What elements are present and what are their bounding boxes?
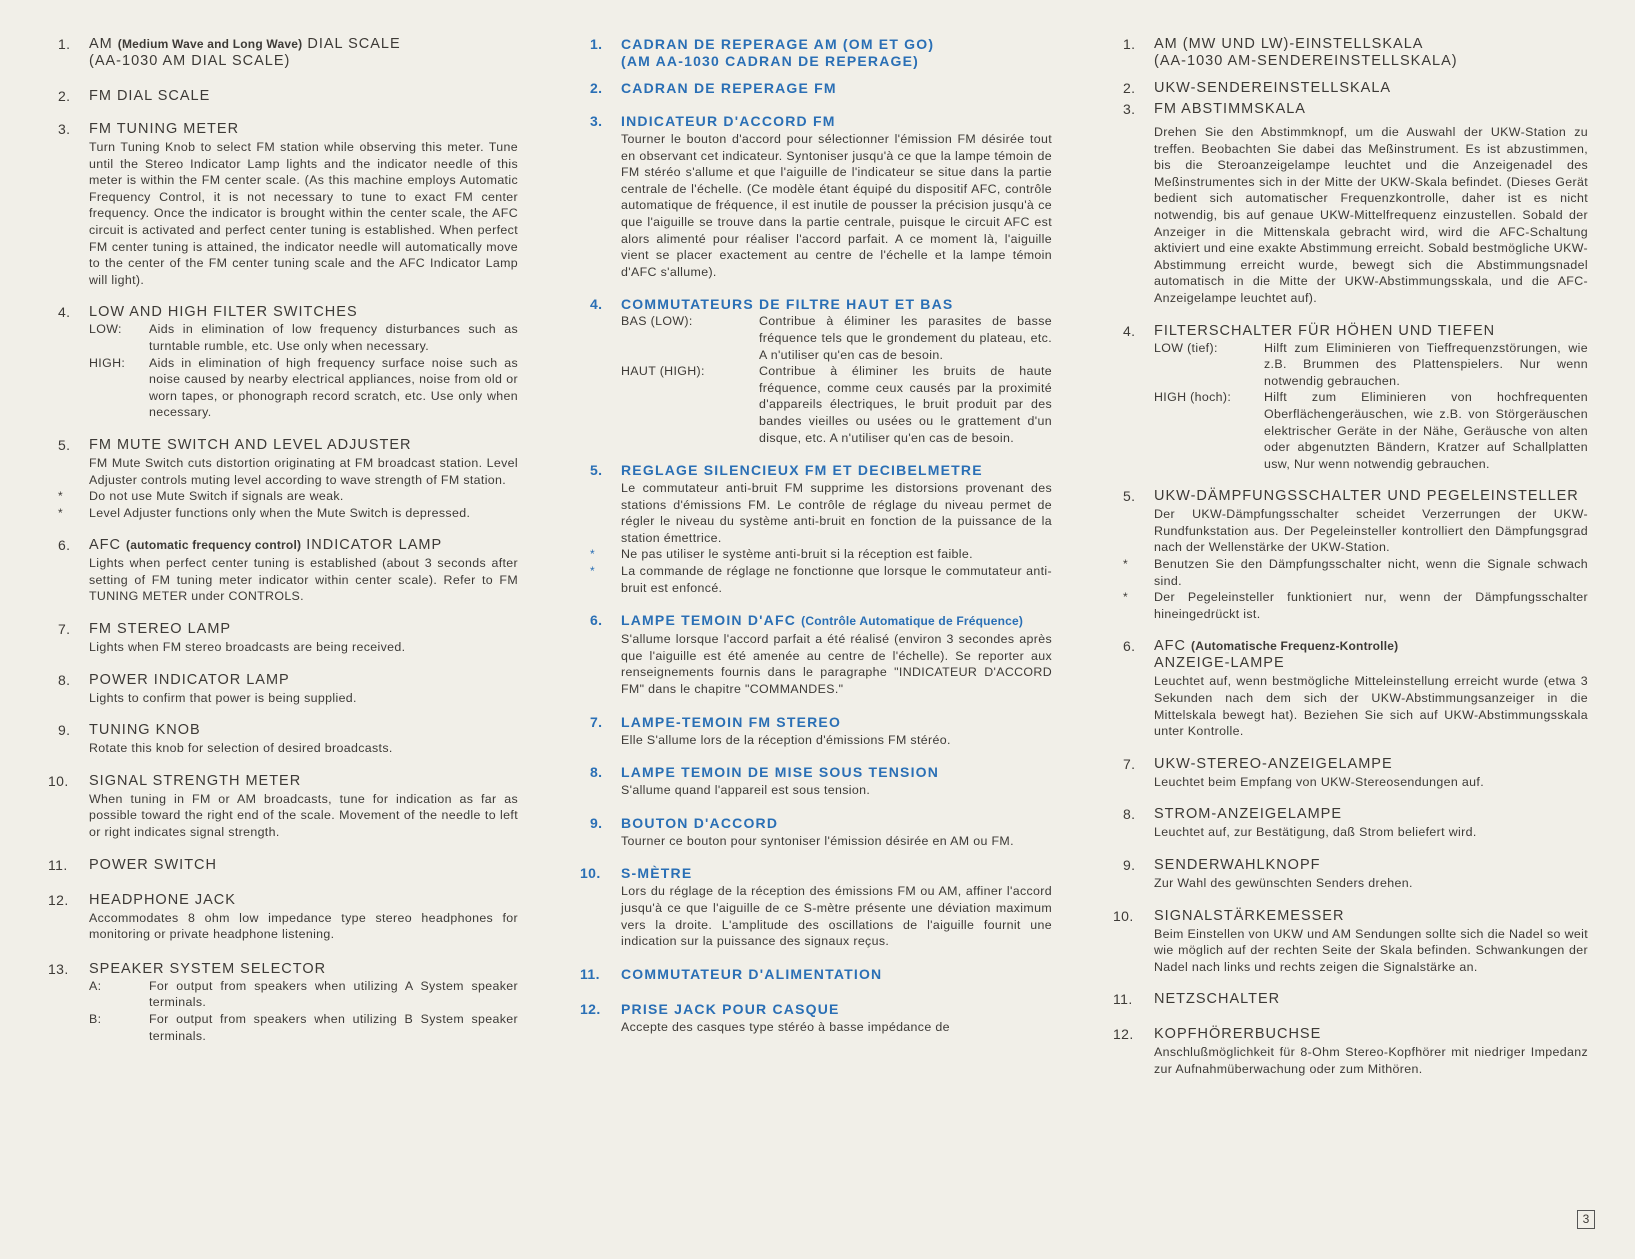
de-section-8: [1123, 806, 1588, 841]
section-body: Lights to confirm that power is being supplied.: [89, 690, 357, 705]
section-title: TUNING KNOB: [89, 722, 201, 739]
section-title: POWER INDICATOR LAMP: [89, 671, 290, 688]
section-title-line2: (AM AA-1030 CADRAN DE REPERAGE): [621, 53, 920, 69]
en-section-1: [58, 36, 518, 70]
de-section-11: [1113, 991, 1588, 1008]
section-title: REGLAGE SILENCIEUX FM ET DECIBELMETRE: [621, 462, 983, 479]
german-column: [1113, 36, 1588, 1078]
section-title: COMMUTATEUR D'ALIMENTATION: [621, 965, 883, 982]
en-section-12: [48, 891, 518, 943]
section-number: 5.: [1123, 488, 1136, 505]
definition-term: B:: [89, 1012, 102, 1026]
section-title: UKW-SENDEREINSTELLSKALA: [1154, 80, 1392, 96]
section-title: KOPFHÖRERBUCHSE: [1154, 1026, 1322, 1043]
section-title: COMMUTATEURS DE FILTRE HAUT ET BAS: [621, 296, 954, 313]
section-number: 12.: [580, 1000, 601, 1017]
en-section-6: [58, 537, 518, 605]
section-number: 1.: [58, 36, 71, 52]
section-title: LAMPE TEMOIN DE MISE SOUS TENSION: [621, 764, 940, 781]
section-number: 5.: [590, 462, 603, 479]
section-body: Tourner le bouton d'accord pour sélectionner l'émission FM désirée tout en observant cet indicateur. Syntoniser jusqu'à ce que la lampe témoin de FM stéréo s'allume et que l'aiguille de l'indicateur se situe dans la partie centrale de l'échelle. (Ce modèle étant équipé du dispositif AFC, contrôle automatique de fréquence, il est inutile de pousser la précision jusqu'à ce que l'aiguille se trouve dans la partie centrale, puisque le circuit AFC est alors alimenté pour réaliser l'accord parfait. A ce moment là, l'aiguille vient se placer exactement au centre de l'échelle et la lampe témoin d'AFC s'allume).: [621, 132, 1052, 279]
section-number: 2.: [1123, 80, 1136, 96]
de-section-9: [1123, 857, 1588, 892]
asterisk-icon: *: [590, 564, 596, 579]
section-body: Zur Wahl des gewünschten Senders drehen.: [1154, 876, 1413, 890]
section-body: Accepte des casques type stéréo à basse impédance de: [621, 1019, 950, 1034]
note-item: * Benutzen Sie den Dämpfungsschalter nicht, wenn die Signale schwach sind.: [1123, 557, 1588, 588]
section-number: 4.: [1123, 322, 1136, 339]
section-title: AFC (automatic frequency control) INDICATOR LAMP: [89, 537, 443, 554]
section-body: S'allume lorsque l'accord parfait a été réalisé (environ 3 secondes après que l'aiguille est été amenée au centre de l'échelle). Se reporter aux renseignements fournis dans le paragraphe "INDICATEUR D'ACCORD FM" dans le chapitre "COMMANDES.": [621, 632, 1052, 697]
section-body: Lors du réglage de la réception des émissions FM ou AM, affiner l'accord jusqu'à ce que l'aiguille de ce S-mètre présente une déviation maximum vers la droite. L'amplitude des oscillations de l'aiguille fournit une indication sur la puissance des signaux reçus.: [621, 884, 1052, 949]
asterisk-icon: *: [590, 547, 596, 562]
note-item: * Der Pegeleinsteller funktioniert nur, wenn der Dämpfungsschalter hineingedrückt ist.: [1123, 590, 1588, 621]
en-section-2: [58, 88, 518, 105]
section-number: 9.: [1123, 857, 1136, 873]
de-section-10: [1113, 907, 1588, 976]
high-filter-definition: [621, 363, 1052, 446]
definition-term: HAUT (HIGH):: [621, 364, 705, 379]
section-title-line2: (AA-1030 AM DIAL SCALE): [89, 53, 291, 69]
speaker-b-definition: [89, 1011, 518, 1044]
section-body: When tuning in FM or AM broadcasts, tune for indication as far as possible toward the right end of the scale. Movement of the needle to left or right indicates signal strength.: [89, 791, 518, 840]
section-body: Leuchtet auf, zur Bestätigung, daß Strom beliefert wird.: [1154, 825, 1477, 840]
section-number: 9.: [58, 722, 71, 739]
section-number: 3.: [590, 113, 603, 129]
section-title: STROM-ANZEIGELAMPE: [1154, 806, 1342, 823]
asterisk-icon: *: [1123, 557, 1129, 572]
section-number: 8.: [58, 671, 71, 688]
section-number: 11.: [1113, 991, 1133, 1008]
fr-section-1: [590, 36, 1052, 70]
section-title: AM (MW UND LW)-EINSTELLSKALA: [1154, 36, 1424, 52]
section-body: Drehen Sie den Abstimmknopf, um die Auswahl der UKW-Station zu treffen. Beobachten Sie dabei das Meßinstrument. Es ist abzustimmen, bis die Steroanzeigelampe leuchtet und die Anzeigenadel des Meßinstrumentes sich in der Mitte der UKW-Skala befindet. (Dieses Gerät bedient sich automatischer Frequenzkontrolle, daher ist es nicht notwendig, bis auf genaue UKW-Mittelfrequenz einzustellen. Sobald der Anzeiger in die Mittenskala gebracht wird, wird die AFC-Schaltung aktiviert und eine exakte Abstimmung erreicht. Sobald bestmögliche UKW-Abstimmung erreicht wurde, bewegt sich die Abstimmungsnadel automatisch in die Mitte der UKW-Abstimmungsskala, und die AFC-Anzeigelampe leuchtet auf).: [1154, 125, 1588, 305]
definition-text: For output from speakers when utilizing A System speaker terminals.: [149, 978, 518, 1010]
section-number: 1.: [1123, 36, 1136, 52]
asterisk-icon: *: [58, 489, 64, 504]
en-section-7: [58, 621, 518, 656]
section-body: Elle S'allume lors de la réception d'émissions FM stéréo.: [621, 732, 951, 747]
section-title: INDICATEUR D'ACCORD FM: [621, 113, 836, 129]
section-title: LOW AND HIGH FILTER SWITCHES: [89, 304, 358, 321]
low-filter-definition: [621, 313, 1052, 363]
section-title: FM STEREO LAMP: [89, 621, 232, 638]
section-title: BOUTON D'ACCORD: [621, 814, 779, 831]
definition-text: For output from speakers when utilizing B System speaker terminals.: [149, 1012, 518, 1043]
section-title: CADRAN DE REPERAGE AM (OM ET GO): [621, 36, 935, 52]
section-body: FM Mute Switch cuts distortion originating at FM broadcast station. Level Adjuster controls muting level according to wave strength of FM station.: [89, 455, 518, 487]
de-section-12: [1113, 1026, 1588, 1077]
section-number: 7.: [590, 713, 603, 730]
section-title: SIGNALSTÄRKEMESSER: [1154, 907, 1345, 924]
section-title-line2: (AA-1030 AM-SENDEREINSTELLSKALA): [1154, 53, 1458, 69]
section-body: Leuchtet auf, wenn bestmögliche Mitteleinstellung erreicht wurde (etwa 3 Sekunden nach dem sich der UKW-Abstimmungsanzeiger in die Mittelskala bewegt hat). Beziehen Sie sich auf UKW-Abstimmungsskala unter Kontrolle.: [1154, 674, 1588, 739]
section-number: 7.: [58, 621, 71, 638]
asterisk-icon: *: [58, 505, 64, 520]
section-number: 8.: [1123, 806, 1136, 823]
definition-text: Contribue à éliminer les parasites de basse fréquence tels que le grondement du plateau, etc. A n'utiliser qu'en cas de besoin.: [759, 314, 1052, 362]
section-body: S'allume quand l'appareil est sous tension.: [621, 783, 871, 798]
note-item: * Ne pas utiliser le système anti-bruit si la réception est faible.: [590, 547, 973, 562]
fr-section-7: [590, 714, 1052, 749]
section-title: LAMPE-TEMOIN FM STEREO: [621, 713, 842, 730]
section-title: FM MUTE SWITCH AND LEVEL ADJUSTER: [89, 436, 412, 453]
section-title: S-MÈTRE: [621, 865, 693, 882]
section-number: 6.: [58, 537, 71, 554]
de-section-2: [1123, 80, 1588, 97]
section-title: FILTERSCHALTER FÜR HÖHEN UND TIEFEN: [1154, 322, 1496, 339]
section-number: 2.: [58, 88, 71, 104]
section-title: UKW-DÄMPFUNGSSCHALTER UND PEGELEINSTELLER: [1154, 488, 1579, 505]
section-number: 10.: [48, 772, 69, 789]
section-title: CADRAN DE REPERAGE FM: [621, 80, 837, 96]
section-title: SENDERWAHLKNOPF: [1154, 857, 1321, 873]
section-title: AFC (Automatische Frequenz-Kontrolle): [1154, 638, 1399, 655]
en-section-4: [58, 304, 518, 421]
definition-term: HIGH (hoch):: [1154, 390, 1232, 405]
section-title: FM TUNING METER: [89, 121, 240, 137]
section-number: 13.: [48, 960, 69, 977]
low-filter-definition: [1154, 340, 1588, 390]
de-section-7: [1123, 756, 1588, 791]
section-title: SIGNAL STRENGTH METER: [89, 772, 302, 789]
en-section-11: [48, 856, 518, 874]
low-filter-definition: [89, 321, 518, 354]
section-number: 9.: [590, 814, 603, 831]
section-body: Le commutateur anti-bruit FM supprime les distorsions provenant des stations d'émissions FM. Le contrôle de réglage du niveau permet de régler le niveau du système anti-bruit en fonction de la puissance de la station émettrice.: [621, 481, 1052, 545]
section-number: 10.: [1113, 907, 1134, 924]
section-body: Lights when FM stereo broadcasts are being received.: [89, 640, 406, 655]
section-body: Beim Einstellen von UKW und AM Sendungen sollte sich die Nadel so weit wie möglich auf der rechten Seite der Skala befinden. Schwankungen der Nadel nach links und rechts zeigen die Signalstärke an.: [1154, 926, 1588, 974]
definition-term: A:: [89, 978, 102, 993]
asterisk-icon: *: [1123, 590, 1129, 605]
definition-text: Aids in elimination of high frequency surface noise such as noise caused by nearby electrical appliances, noise from old or worn tapes, or phonograph record scratch, etc. Use only when necessary.: [149, 355, 518, 420]
definition-term: BAS (LOW):: [621, 314, 693, 329]
de-section-6: [1123, 638, 1588, 739]
note-item: * Do not use Mute Switch if signals are weak.: [58, 489, 344, 504]
section-number: 4.: [58, 304, 71, 321]
section-title: SPEAKER SYSTEM SELECTOR: [89, 960, 327, 977]
section-body: Anschlußmöglichkeit für 8-Ohm Stereo-Kopfhörer mit niedriger Impedanz zur Aufnahmüberwachung oder zum Mithören.: [1154, 1045, 1588, 1076]
section-number: 4.: [590, 296, 603, 313]
en-section-8: [58, 672, 518, 707]
en-section-5: [58, 437, 518, 488]
high-filter-definition: [1154, 389, 1588, 472]
fr-section-11: [580, 965, 1052, 983]
en-section-5-wrapper: [58, 437, 518, 521]
fr-section-3: [590, 113, 1052, 280]
de-section-3: [1123, 101, 1588, 307]
section-title: NETZSCHALTER: [1154, 991, 1281, 1008]
definition-text: Contribue à éliminer les bruits de haute fréquence, comme ceux causés par la proximité d'appareils électriques, le bruit produit par des bandes vieilles ou usées ou le grattement d'un disque, etc. A n'utiliser qu'en cas de besoin.: [759, 364, 1052, 445]
section-number: 6.: [590, 612, 603, 629]
english-column: [48, 36, 518, 1044]
note-item: * Level Adjuster functions only when the Mute Switch is depressed.: [58, 505, 471, 520]
speaker-a-definition: [89, 978, 518, 1011]
fr-section-12: [580, 1000, 1052, 1036]
section-title-line2: ANZEIGE-LAMPE: [1154, 655, 1285, 672]
definition-text: Hilft zum Eliminieren von hochfrequenten Oberflächengeräuschen, wie z.B. von Störgeräuschen elektrischer Geräte in der Nähe, Geräusche von alten oder abgenutzten Bändern, Kratzer auf Schallplatten usw, Nur wenn notwendig gebrauchen.: [1264, 390, 1588, 471]
section-body: Tourner ce bouton pour syntoniser l'émission désirée en AM ou FM.: [621, 833, 1014, 848]
de-section-5: [1123, 488, 1588, 556]
definition-term: LOW (tief):: [1154, 340, 1218, 355]
section-number: 1.: [590, 36, 603, 52]
de-section-5-wrapper: [1123, 488, 1588, 622]
section-title: PRISE JACK POUR CASQUE: [621, 1000, 840, 1017]
section-title: FM ABSTIMMSKALA: [1154, 101, 1306, 117]
section-number: 2.: [590, 80, 603, 96]
fr-section-2: [590, 80, 1052, 97]
section-number: 7.: [1123, 755, 1136, 772]
section-body: Lights when perfect center tuning is established (about 3 seconds after setting of FM tuning meter indicator within center scale). Refer to FM TUNING METER under CONTROLS.: [89, 556, 518, 604]
note-item: * La commande de réglage ne fonctionne que lorsque le commutateur anti-bruit est enfoncé.: [590, 564, 1052, 595]
definition-text: Aids in elimination of low frequency disturbances such as turntable rumble, etc. Use only when necessary.: [149, 322, 518, 353]
section-number: 3.: [58, 121, 71, 137]
section-body: Der UKW-Dämpfungsschalter scheidet Verzerrungen der UKW-Rundfunkstation aus. Der Pegeleinsteller kontrolliert den Dämpfungsgrad nach der Wellenstärke der UKW-Station.: [1154, 507, 1588, 555]
section-body: Leuchtet beim Empfang von UKW-Stereosendungen auf.: [1154, 774, 1484, 789]
section-number: 12.: [1113, 1026, 1134, 1043]
section-title: POWER SWITCH: [89, 856, 217, 873]
fr-section-4: [590, 296, 1052, 446]
de-section-4: [1123, 323, 1588, 473]
section-number: 3.: [1123, 101, 1136, 117]
section-number: 5.: [58, 436, 71, 453]
fr-section-6: [590, 612, 1052, 697]
section-title: LAMPE TEMOIN D'AFC (Contrôle Automatique de Fréquence): [621, 612, 1024, 629]
section-number: 12.: [48, 891, 69, 908]
definition-term: LOW:: [89, 322, 122, 337]
section-number: 11.: [580, 965, 600, 982]
de-section-1: [1123, 36, 1588, 70]
section-title: HEADPHONE JACK: [89, 891, 236, 908]
section-number: 6.: [1123, 638, 1136, 655]
section-title: FM DIAL SCALE: [89, 88, 211, 104]
en-section-13: [48, 960, 518, 1044]
french-column: [580, 36, 1052, 1035]
section-body: Accommodates 8 ohm low impedance type stereo headphones for monitoring or private headphone listening.: [89, 910, 518, 942]
definition-term: HIGH:: [89, 355, 126, 370]
fr-section-5-wrapper: [590, 462, 1052, 596]
section-title: UKW-STEREO-ANZEIGELAMPE: [1154, 755, 1393, 772]
en-section-3: [58, 121, 518, 288]
section-number: 10.: [580, 865, 601, 882]
en-section-9: [58, 722, 518, 757]
page-number: 3: [1577, 1210, 1595, 1229]
fr-section-10: [580, 865, 1052, 949]
section-title: AM (Medium Wave and Long Wave) DIAL SCALE: [89, 36, 401, 52]
high-filter-definition: [89, 355, 518, 421]
section-body: Rotate this knob for selection of desired broadcasts.: [89, 741, 393, 756]
section-number: 8.: [590, 764, 603, 781]
fr-section-5: [590, 462, 1052, 546]
section-number: 11.: [48, 856, 68, 873]
definition-text: Hilft zum Eliminieren von Tieffrequenzstörungen, wie z.B. Brummen des Plattenspielers. Nur wenn notwendig gebrauchen.: [1264, 340, 1588, 388]
en-section-10: [48, 772, 518, 841]
fr-section-8: [590, 764, 1052, 799]
section-body: Turn Tuning Knob to select FM station while observing this meter. Tune until the Stereo Indicator Lamp lights and the indicator needle of this meter is within the FM center scale. (As this machine employs Automatic Frequency Control, it is not necessary to tune to exact FM center frequency. Once the indicator is brought within the center scale, the AFC circuit is activated and perfect center tuning is established. When perfect FM center tuning is attained, the indicator needle will automatically move to the center of the FM center tuning scale and the AFC Indicator Lamp will light).: [89, 140, 518, 287]
fr-section-9: [590, 815, 1052, 850]
